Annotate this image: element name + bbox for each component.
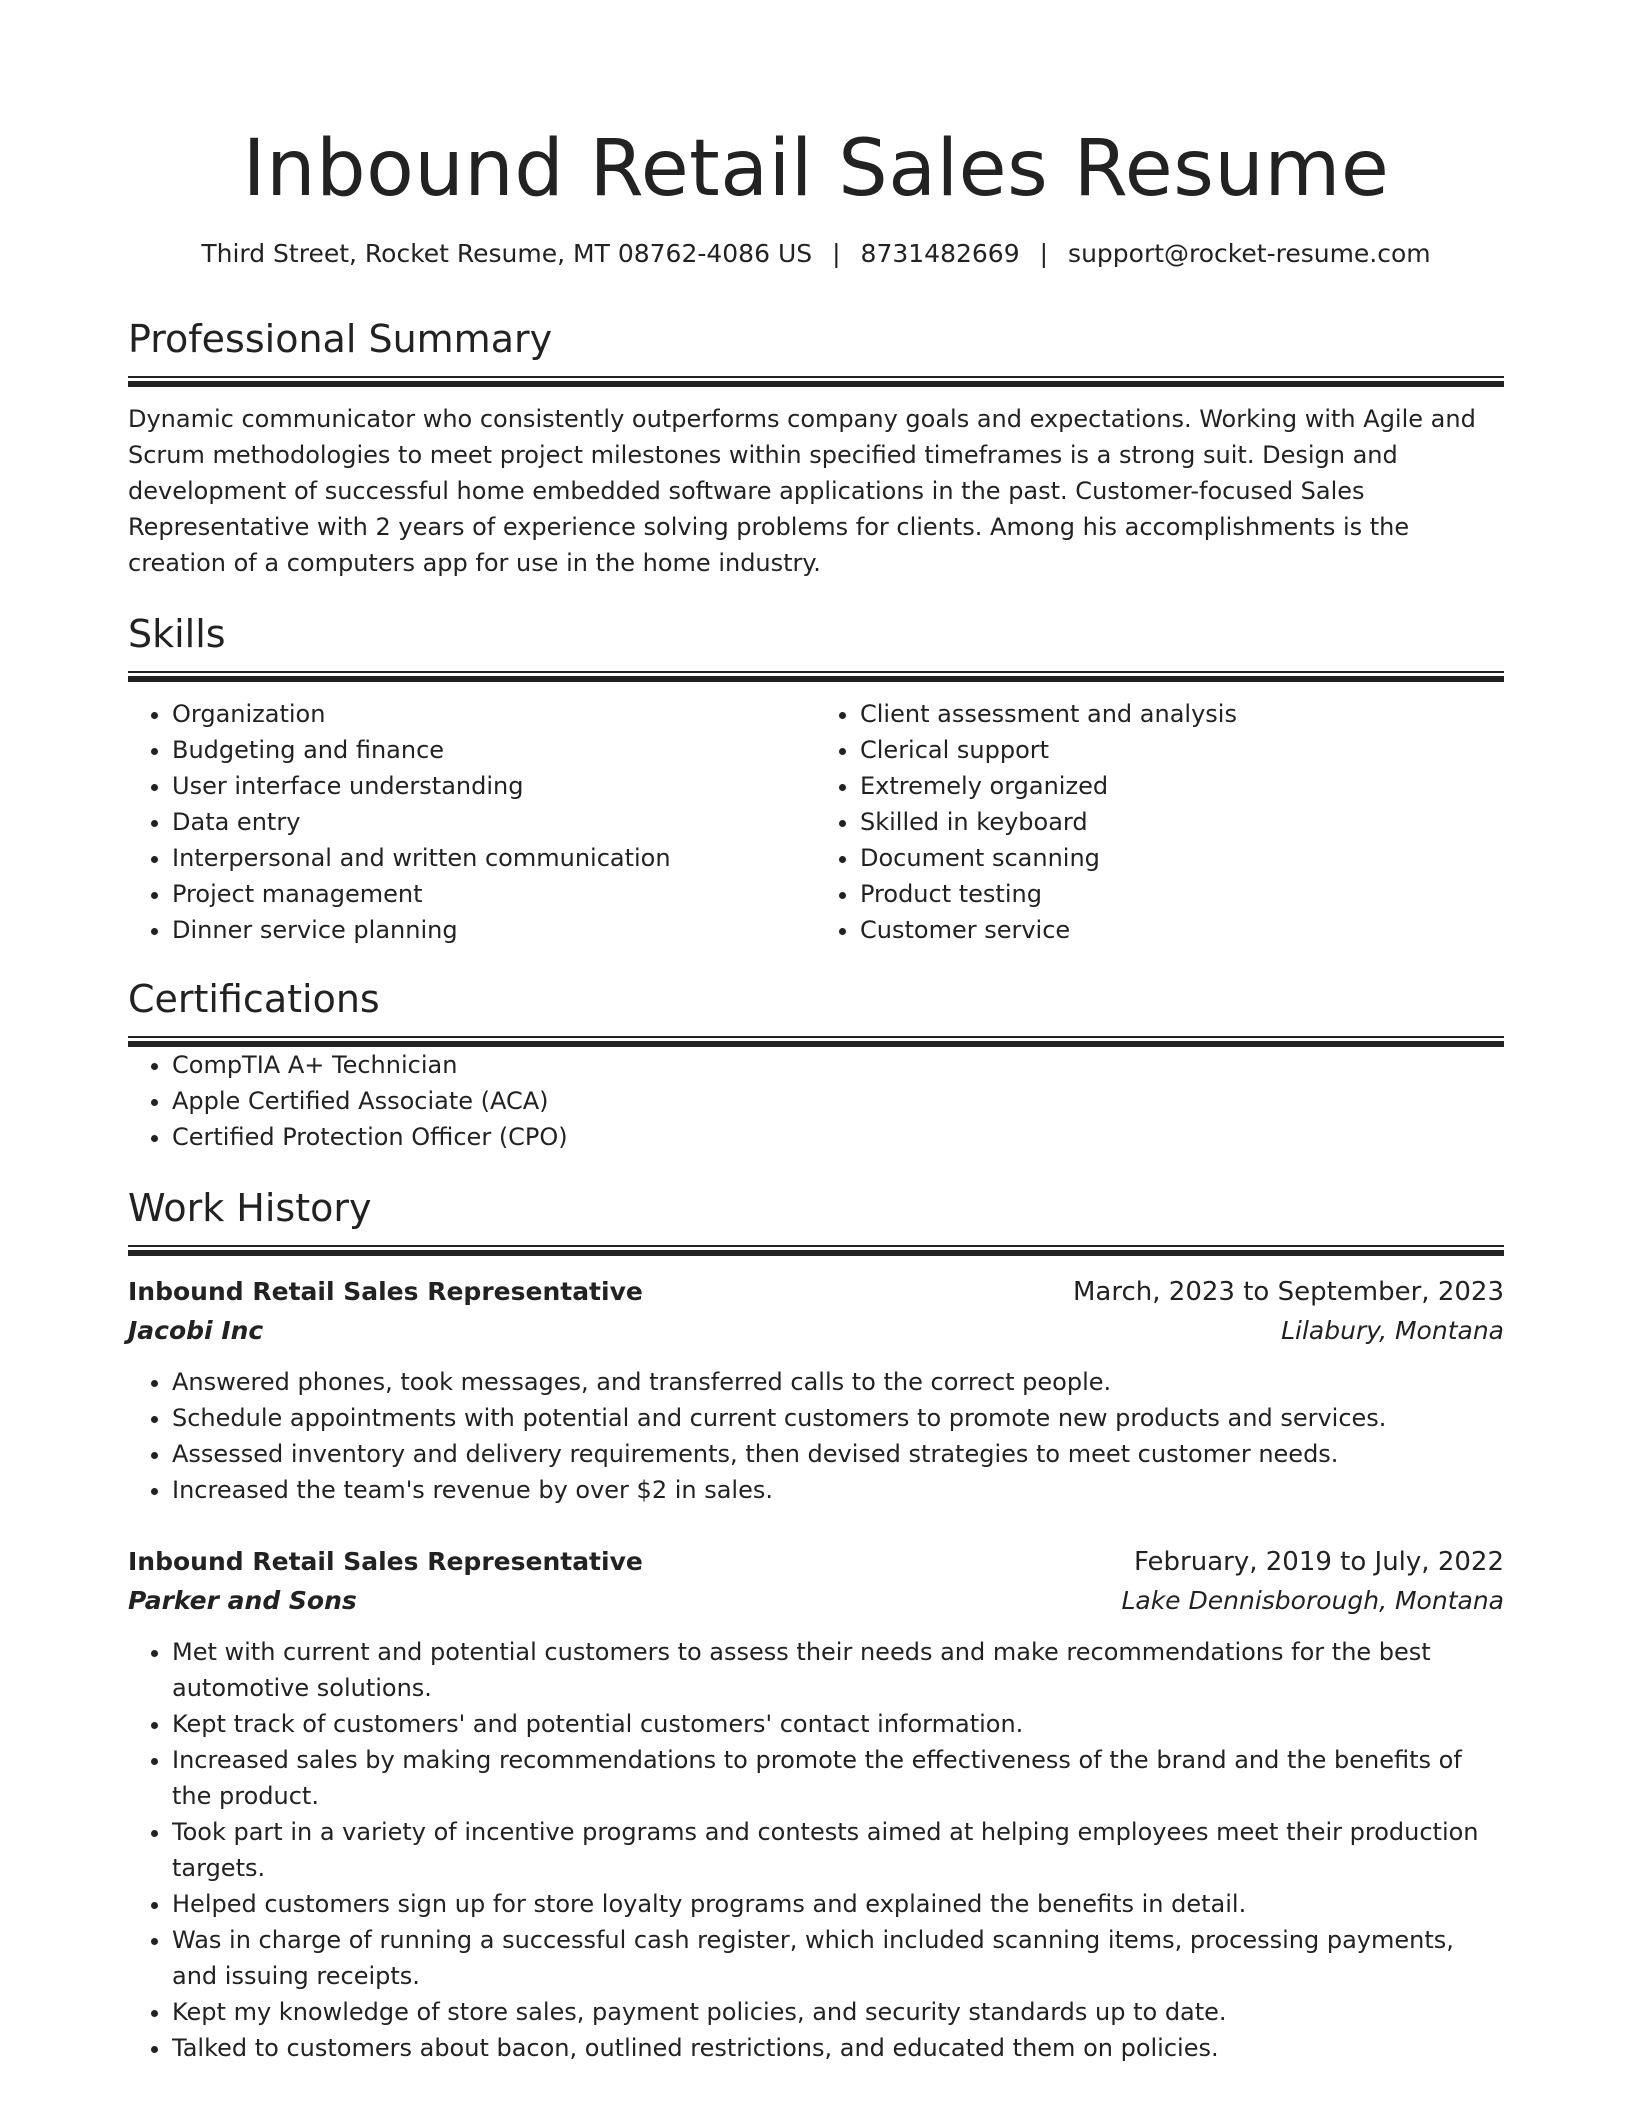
job-duty-item: • Took part in a variety of incentive programs and contests aimed at helping employees meet their production targets. — [172, 1814, 1504, 1886]
job-duty-item: • Increased sales by making recommendations to promote the effectiveness of the brand and the benefits of the product. — [172, 1742, 1504, 1814]
job-duty-item: • Helped customers sign up for store loyalty programs and explained the benefits in detail. — [172, 1886, 1504, 1922]
skills-column-left — [128, 696, 816, 948]
job-header — [128, 1542, 1504, 1582]
job-duty-item: • Kept track of customers' and potential customers' contact information. — [172, 1706, 1504, 1742]
skill-item: • Data entry — [172, 804, 816, 840]
contact-address: Third Street, Rocket Resume, MT 08762-4086 US — [201, 239, 813, 268]
job-entry — [128, 1272, 1504, 1508]
contact-line — [128, 238, 1504, 270]
section-heading: Skills — [128, 612, 226, 656]
job-company: Jacobi Inc — [128, 1316, 264, 1345]
resume-title: Inbound Retail Sales Resume — [242, 124, 1390, 214]
job-duties-list — [128, 1634, 1504, 2066]
skills-list-left — [128, 696, 816, 948]
skill-item: • Interpersonal and written communication — [172, 840, 816, 876]
job-duty-item: • Increased the team's revenue by over $2 in sales. — [172, 1472, 1504, 1508]
skill-item: • Extremely organized — [860, 768, 1504, 804]
job-duty-item: • Talked to customers about bacon, outlined restrictions, and educated them on policies. — [172, 2030, 1504, 2066]
summary-section — [128, 316, 1504, 581]
skill-item: • Project management — [172, 876, 816, 912]
job-subheader — [128, 1582, 1504, 1620]
skill-item: • Dinner service planning — [172, 912, 816, 948]
contact-phone: 8731482669 — [860, 239, 1020, 268]
section-heading: Work History — [128, 1186, 372, 1230]
section-divider — [128, 376, 1504, 387]
contact-separator: | — [832, 239, 841, 268]
certifications-list — [128, 1047, 1504, 1155]
job-duty-item: • Was in charge of running a successful cash register, which included scanning items, processing payments, and issuing receipts. — [172, 1922, 1504, 1994]
work-history-section — [128, 1185, 1504, 2066]
skill-item: • Clerical support — [860, 732, 1504, 768]
job-duty-item: • Answered phones, took messages, and transferred calls to the correct people. — [172, 1364, 1504, 1400]
certification-item: • Apple Certified Associate (ACA) — [172, 1083, 1504, 1119]
certification-item: • Certified Protection Officer (CPO) — [172, 1119, 1504, 1155]
skill-item: • Organization — [172, 696, 816, 732]
section-divider — [128, 1036, 1504, 1047]
skill-item: • User interface understanding — [172, 768, 816, 804]
job-duty-item: • Kept my knowledge of store sales, payment policies, and security standards up to date. — [172, 1994, 1504, 2030]
job-dates: February, 2019 to July, 2022 — [1134, 1547, 1504, 1577]
skill-item: • Budgeting and finance — [172, 732, 816, 768]
section-divider — [128, 1245, 1504, 1256]
job-title: Inbound Retail Sales Representative — [128, 1277, 643, 1306]
skill-item: • Product testing — [860, 876, 1504, 912]
job-duty-item: • Met with current and potential customers to assess their needs and make recommendations for the best automotive solutions. — [172, 1634, 1504, 1706]
skill-item: • Customer service — [860, 912, 1504, 948]
skill-item: • Client assessment and analysis — [860, 696, 1504, 732]
skill-item: • Document scanning — [860, 840, 1504, 876]
job-subheader — [128, 1312, 1504, 1350]
skills-column-right — [816, 696, 1504, 948]
job-header — [128, 1272, 1504, 1312]
skills-list-right — [816, 696, 1504, 948]
job-company: Parker and Sons — [128, 1586, 357, 1615]
job-duty-item: • Assessed inventory and delivery requirements, then devised strategies to meet customer needs. — [172, 1436, 1504, 1472]
section-heading: Certifications — [128, 977, 380, 1021]
job-duty-item: • Schedule appointments with potential and current customers to promote new products and services. — [172, 1400, 1504, 1436]
skill-item: • Skilled in keyboard — [860, 804, 1504, 840]
contact-email: support@rocket-resume.com — [1068, 239, 1431, 268]
skills-grid — [128, 696, 1504, 948]
certifications-section — [128, 976, 1504, 1155]
job-title: Inbound Retail Sales Representative — [128, 1547, 643, 1576]
job-duties-list — [128, 1364, 1504, 1508]
job-location: Lilabury, Montana — [1281, 1316, 1504, 1345]
summary-text: Dynamic communicator who consistently outperforms company goals and expectations. Working with Agile and Scrum methodologies to meet project milestones within specified timeframes is a strong suit. Design and development of successful home embedded software applications in the past. Customer-focused Sales Representative with 2 years of experience solving problems for clients. Among his accomplishments is the creation of a computers app for use in the home industry. — [128, 405, 1476, 577]
job-entry — [128, 1542, 1504, 2066]
contact-separator: | — [1039, 239, 1049, 268]
certification-item: • CompTIA A+ Technician — [172, 1047, 1504, 1083]
job-location: Lake Dennisborough, Montana — [1121, 1586, 1504, 1615]
skills-section — [128, 611, 1504, 948]
section-divider — [128, 671, 1504, 682]
job-dates: March, 2023 to September, 2023 — [1073, 1277, 1504, 1307]
section-heading: Professional Summary — [128, 317, 553, 361]
